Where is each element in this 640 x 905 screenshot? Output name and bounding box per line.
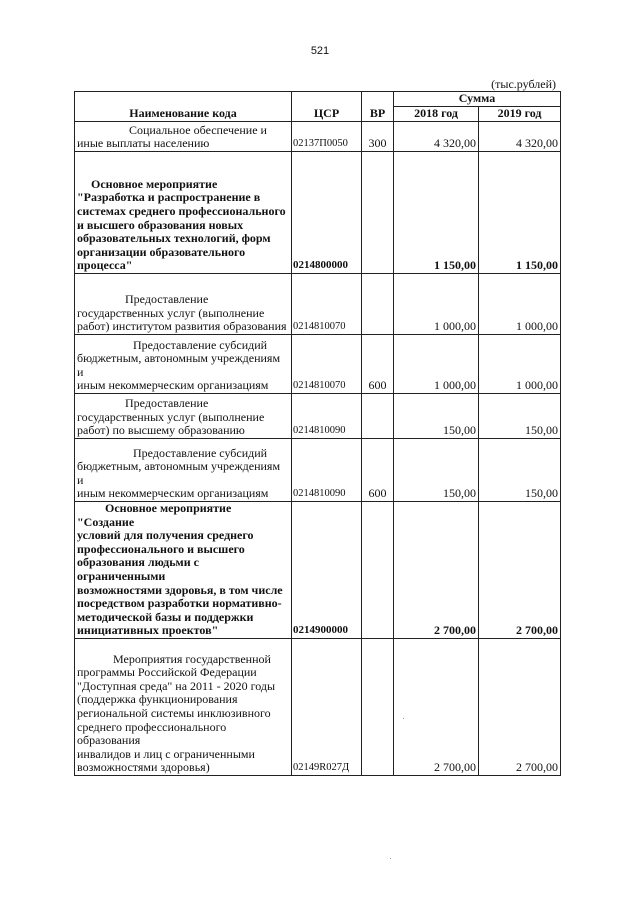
header-csr: ЦСР	[292, 92, 362, 122]
row-amount-2019: 2 700,00	[479, 502, 561, 639]
row-name: Предоставление государственных услуг (выполнение работ) институтом развития образования	[75, 274, 292, 335]
table-body	[75, 122, 561, 776]
row-amount-2018: 1 000,00	[394, 335, 479, 394]
budget-table	[74, 91, 561, 776]
row-amount-2018: 2 700,00	[394, 502, 479, 639]
row-amount-2018: 150,00	[394, 394, 479, 439]
header-sum: Сумма	[394, 92, 561, 107]
row-vr	[362, 638, 394, 775]
row-amount-2018: 1 000,00	[394, 274, 479, 335]
row-vr: 300	[362, 122, 394, 152]
scan-speck	[390, 858, 391, 859]
row-amount-2019: 150,00	[479, 439, 561, 502]
row-name: Предоставление субсидий бюджетным, автономным учреждениям и иным некоммерческим организациям	[75, 335, 292, 394]
row-vr	[362, 152, 394, 274]
row-name: Основное мероприятие "Создание условий для получения среднего профессионального и высшего образования людьми с ограниченными возможностями здоровья, в том числе посредством разработки нормативно- методической базы и поддержки инициативных проектов"	[75, 502, 292, 639]
row-amount-2019: 2 700,00	[479, 638, 561, 775]
row-name: Социальное обеспечение и иные выплаты населению	[75, 122, 292, 152]
row-amount-2018: 150,00	[394, 439, 479, 502]
header-vr: ВР	[362, 92, 394, 122]
row-amount-2018: 4 320,00	[394, 122, 479, 152]
table-row	[75, 335, 561, 394]
row-amount-2019: 150,00	[479, 394, 561, 439]
header-year-2018: 2018 год	[394, 107, 479, 122]
row-csr: 0214810090	[292, 394, 362, 439]
row-vr	[362, 274, 394, 335]
header-row-top	[75, 92, 561, 107]
page-number: 521	[310, 45, 330, 57]
row-amount-2019: 1 000,00	[479, 335, 561, 394]
scan-speck	[403, 718, 404, 719]
table-row	[75, 152, 561, 274]
row-amount-2019: 1 150,00	[479, 152, 561, 274]
row-csr: 02149R027Д	[292, 638, 362, 775]
table-row	[75, 394, 561, 439]
row-vr: 600	[362, 439, 394, 502]
row-csr: 0214810070	[292, 335, 362, 394]
row-vr: 600	[362, 335, 394, 394]
row-csr: 0214810070	[292, 274, 362, 335]
table-row	[75, 439, 561, 502]
row-csr: 0214810090	[292, 439, 362, 502]
header-name: Наименование кода	[75, 92, 292, 122]
row-csr: 0214800000	[292, 152, 362, 274]
row-amount-2019: 4 320,00	[479, 122, 561, 152]
row-vr	[362, 394, 394, 439]
row-csr: 0214900000	[292, 502, 362, 639]
row-amount-2018: 2 700,00	[394, 638, 479, 775]
table-row	[75, 502, 561, 639]
row-name: Предоставление государственных услуг (выполнение работ) по высшему образованию	[75, 394, 292, 439]
table-row	[75, 638, 561, 775]
row-vr	[362, 502, 394, 639]
row-csr: 02137П0050	[292, 122, 362, 152]
row-name: Основное мероприятие "Разработка и распространение в системах среднего профессионального и высшего образования новых образовательных технологий, форм организации образовательного процесса"	[75, 152, 292, 274]
row-name: Мероприятия государственной программы Российской Федерации "Доступная среда" на 2011 - 2020 годы (поддержка функционирования региональной системы инклюзивного среднего профессионального образования инвалидов и лиц с ограниченными возможностями здоровья)	[75, 638, 292, 775]
row-amount-2019: 1 000,00	[479, 274, 561, 335]
units-label: (тыс.рублей)	[491, 77, 556, 91]
header-year-2019: 2019 год	[479, 107, 561, 122]
row-amount-2018: 1 150,00	[394, 152, 479, 274]
table-row	[75, 122, 561, 152]
table-row	[75, 274, 561, 335]
row-name: Предоставление субсидий бюджетным, автономным учреждениям и иным некоммерческим организациям	[75, 439, 292, 502]
